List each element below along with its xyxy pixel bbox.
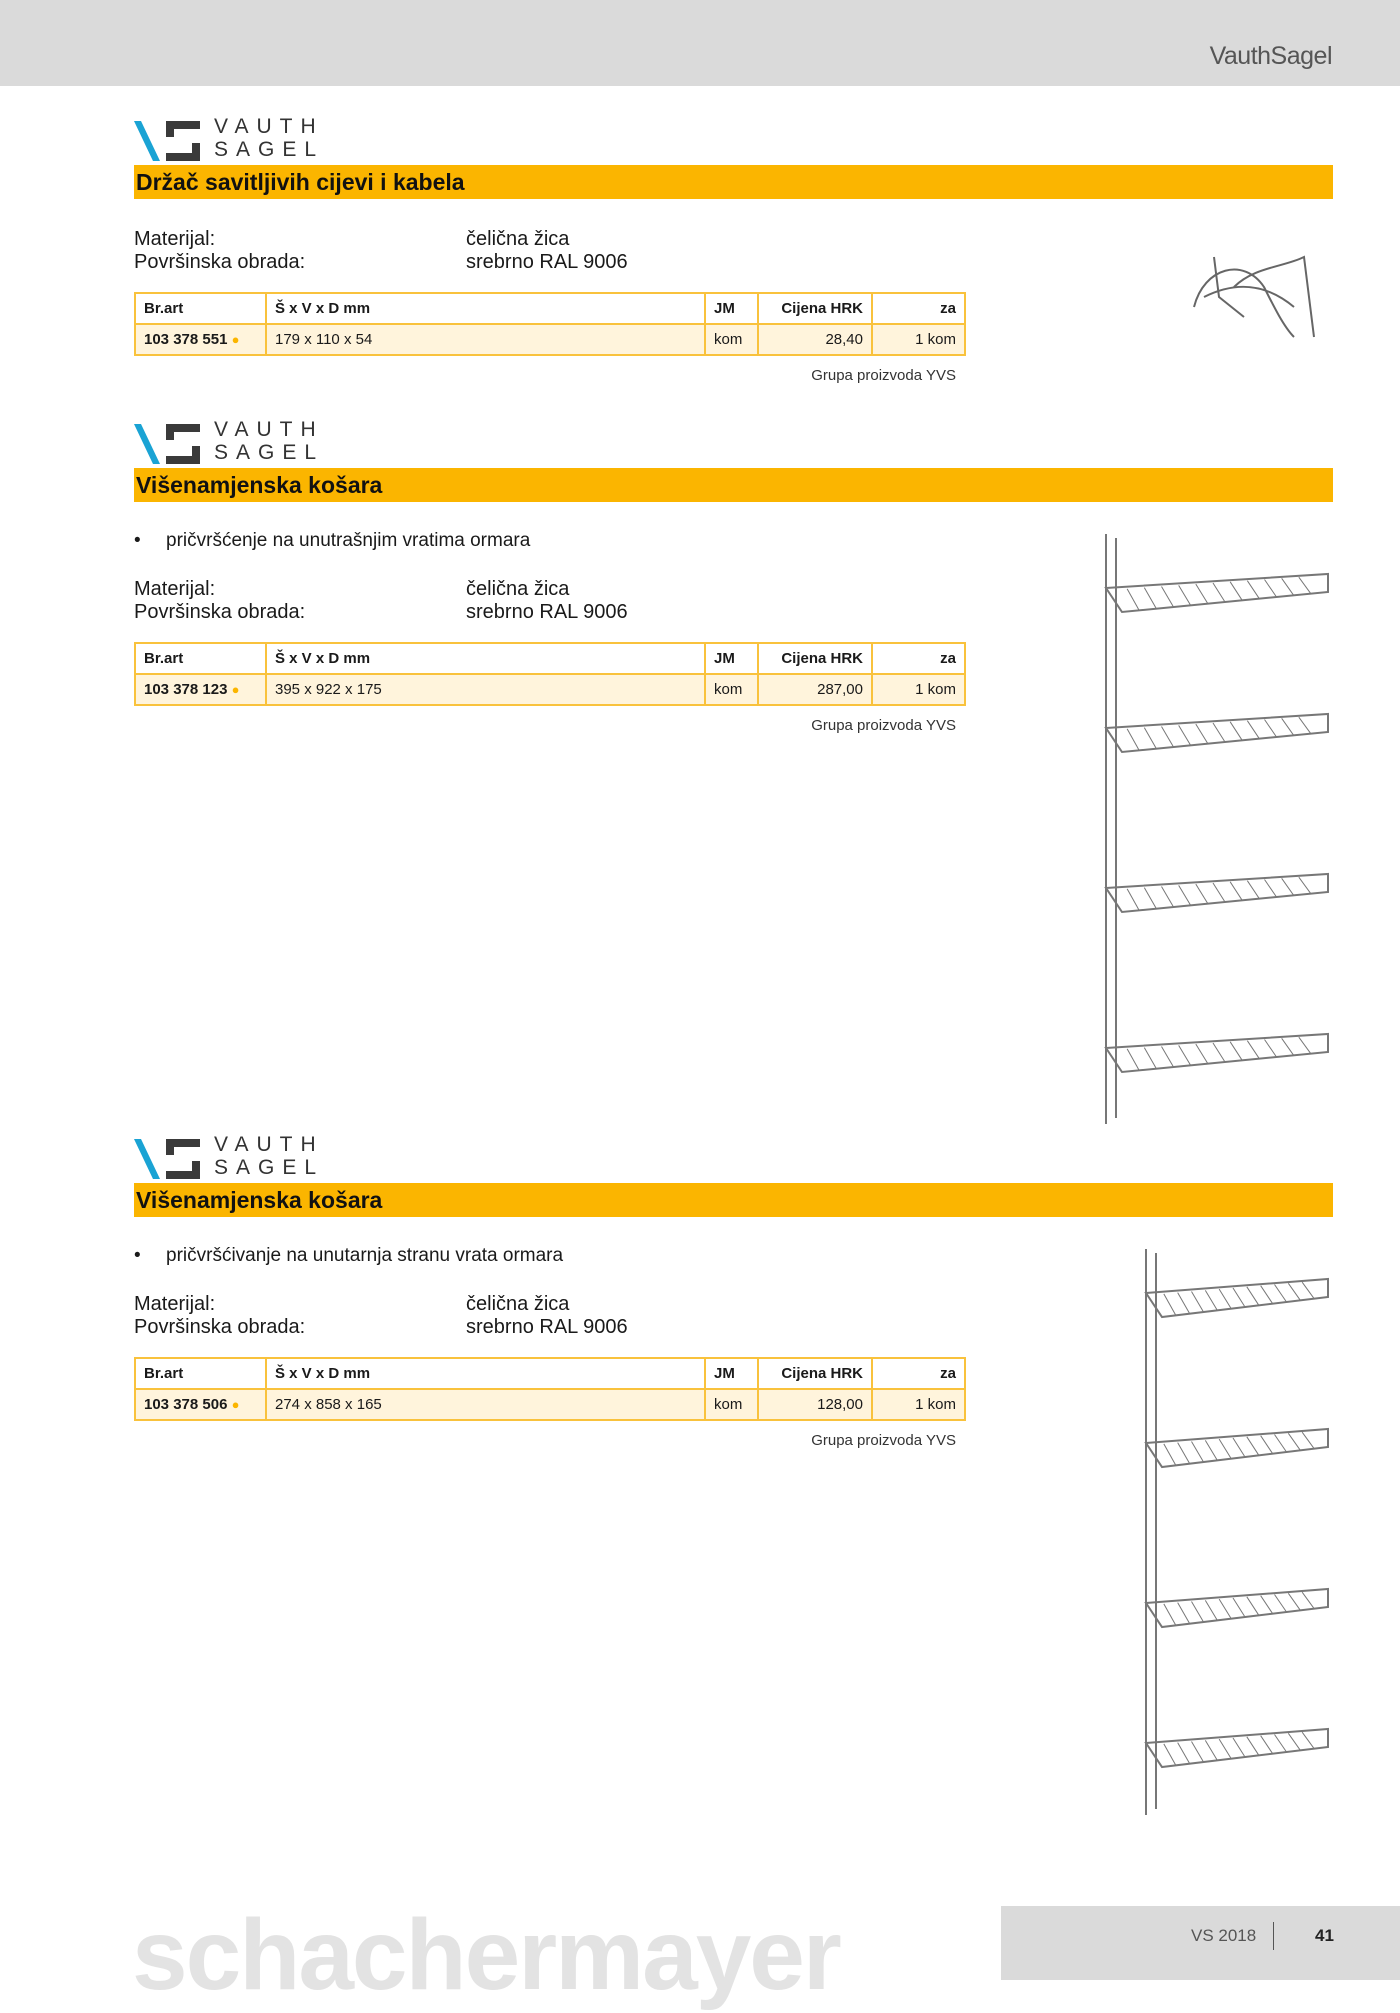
top-bar [0, 0, 1400, 86]
table-header-row [135, 643, 965, 674]
product-group: Grupa proizvoda YVS [811, 367, 956, 384]
logo-text-sagel: SAGEL [214, 138, 325, 161]
table-header-row [135, 1358, 965, 1389]
table-row [135, 674, 965, 705]
feature-text: pričvršćivanje na unutarnja stranu vrata ormara [166, 1245, 564, 1266]
availability-dot-icon: ● [231, 682, 240, 697]
footer-box [1001, 1906, 1400, 1980]
finish-label: Površinska obrada: [134, 601, 306, 623]
unit: kom [705, 674, 758, 705]
col-price: Cijena HRK [758, 643, 872, 674]
material-value: čelična žica [466, 228, 570, 250]
logo-text-vauth: VAUTH [214, 418, 324, 441]
product-title-bar [134, 468, 1333, 502]
finish-value: srebrno RAL 9006 [466, 1316, 628, 1338]
per-quantity: 1 kom [872, 324, 965, 355]
product-table [134, 642, 966, 706]
col-dims: Š x V x D mm [266, 293, 705, 324]
price: 287,00 [758, 674, 872, 705]
material-value: čelična žica [466, 578, 570, 600]
hose-holder-image [1174, 227, 1334, 355]
table-header-row [135, 293, 965, 324]
door-basket-image-2 [1132, 1243, 1334, 1819]
product-title-bar [134, 1183, 1333, 1217]
finish-value: srebrno RAL 9006 [466, 601, 628, 623]
logo-text-vauth: VAUTH [214, 1133, 324, 1156]
col-unit: JM [705, 293, 758, 324]
unit: kom [705, 1389, 758, 1420]
material-label: Materijal: [134, 1293, 216, 1315]
finish-value: srebrno RAL 9006 [466, 251, 628, 273]
col-dims: Š x V x D mm [266, 643, 705, 674]
article-number: 103 378 551 ● [135, 324, 266, 355]
product-title-bar [134, 165, 1333, 199]
dimensions: 274 x 858 x 165 [266, 1389, 705, 1420]
product-table [134, 1357, 966, 1421]
availability-dot-icon: ● [231, 1397, 240, 1412]
logo-text-vauth: VAUTH [214, 115, 324, 138]
dimensions: 179 x 110 x 54 [266, 324, 705, 355]
schachermayer-wordmark: schachermayer [132, 1899, 840, 2011]
product-title: Višenamjenska košara [136, 1187, 383, 1213]
finish-label: Površinska obrada: [134, 251, 306, 273]
col-per: za [872, 1358, 965, 1389]
col-art: Br.art [135, 643, 266, 674]
availability-dot-icon: ● [231, 332, 240, 347]
dimensions: 395 x 922 x 175 [266, 674, 705, 705]
price: 28,40 [758, 324, 872, 355]
finish-label: Površinska obrada: [134, 1316, 306, 1338]
feature-bullet: • pričvršćivanje na unutarnja stranu vrata ormara [134, 1245, 564, 1266]
table-row [135, 1389, 965, 1420]
feature-bullet: • pričvršćenje na unutrašnjim vratima ormara [134, 530, 531, 551]
logo-mark-icon [134, 1135, 206, 1181]
product-title: Višenamjenska košara [136, 472, 383, 498]
material-label: Materijal: [134, 578, 216, 600]
feature-text: pričvršćenje na unutrašnjim vratima ormara [166, 530, 531, 551]
logo-mark-icon [134, 420, 206, 466]
per-quantity: 1 kom [872, 674, 965, 705]
product-group: Grupa proizvoda YVS [811, 1432, 956, 1449]
logo-text-sagel: SAGEL [214, 1156, 325, 1179]
col-per: za [872, 293, 965, 324]
col-unit: JM [705, 1358, 758, 1389]
catalog-label: VS 2018 [1191, 1926, 1257, 1945]
logo-text-sagel: SAGEL [214, 441, 325, 464]
vauth-sagel-logo [134, 117, 344, 163]
product-title: Držač savitljivih cijevi i kabela [136, 169, 465, 195]
unit: kom [705, 324, 758, 355]
per-quantity: 1 kom [872, 1389, 965, 1420]
price: 128,00 [758, 1389, 872, 1420]
product-table [134, 292, 966, 356]
material-label: Materijal: [134, 228, 216, 250]
col-art: Br.art [135, 1358, 266, 1389]
col-unit: JM [705, 643, 758, 674]
material-value: čelična žica [466, 1293, 570, 1315]
col-art: Br.art [135, 293, 266, 324]
col-price: Cijena HRK [758, 293, 872, 324]
product-group: Grupa proizvoda YVS [811, 717, 956, 734]
article-number: 103 378 506 ● [135, 1389, 266, 1420]
vauth-sagel-logo [134, 420, 344, 466]
brand-name: VauthSagel [1209, 42, 1332, 70]
door-basket-image [1092, 528, 1334, 1128]
table-row [135, 324, 965, 355]
logo-mark-icon [134, 117, 206, 163]
col-per: za [872, 643, 965, 674]
wire-rack-drawing [1146, 1249, 1328, 1815]
divider [1273, 1922, 1274, 1950]
page-number: 41 [1315, 1926, 1334, 1945]
col-dims: Š x V x D mm [266, 1358, 705, 1389]
article-number: 103 378 123 ● [135, 674, 266, 705]
vauth-sagel-logo [134, 1135, 344, 1181]
wire-rack-drawing [1106, 534, 1328, 1124]
col-price: Cijena HRK [758, 1358, 872, 1389]
